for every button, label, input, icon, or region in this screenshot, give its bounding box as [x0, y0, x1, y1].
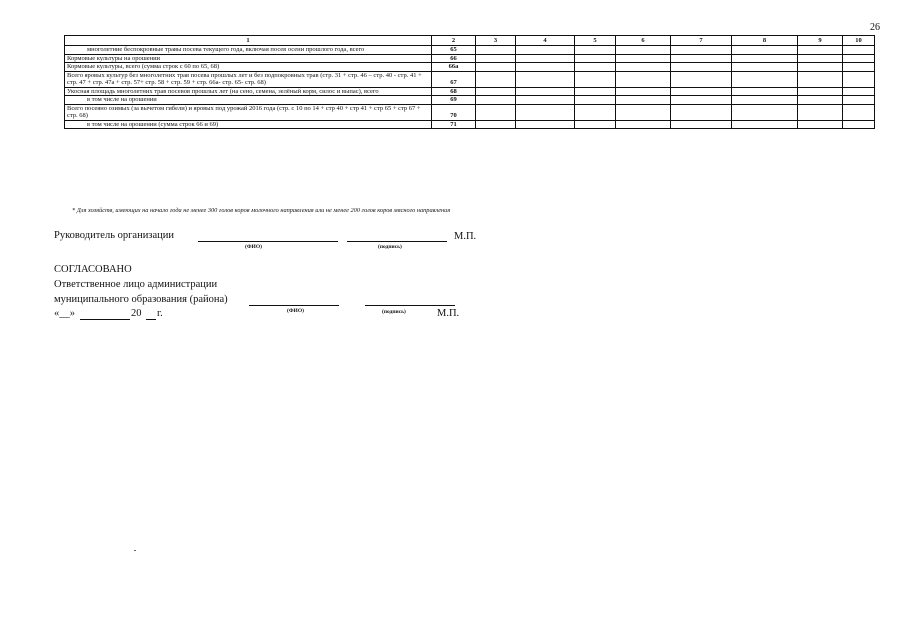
row-description: в том числе на орошении (сумма строк 66 и 69) — [65, 120, 432, 129]
value-cell-col-3[interactable] — [476, 96, 516, 105]
table-row — [65, 54, 875, 63]
value-cell-col-4[interactable] — [516, 54, 575, 63]
row-code: 66 — [432, 54, 476, 63]
column-header-5: 5 — [575, 36, 616, 46]
row-code: 66а — [432, 63, 476, 72]
value-cell-col-10[interactable] — [843, 96, 875, 105]
value-cell-col-10[interactable] — [843, 120, 875, 129]
column-header-7: 7 — [671, 36, 732, 46]
value-cell-col-3[interactable] — [476, 120, 516, 129]
approval-line1: Ответственное лицо администрации — [54, 279, 218, 290]
column-header-6: 6 — [616, 36, 671, 46]
value-cell-col-6[interactable] — [616, 120, 671, 129]
date-open: «__» — [54, 308, 75, 319]
signature-line[interactable] — [347, 241, 447, 242]
value-cell-col-8[interactable] — [732, 104, 798, 120]
column-header-9: 9 — [798, 36, 843, 46]
column-header-8: 8 — [732, 36, 798, 46]
fio-line[interactable] — [198, 241, 338, 242]
row-code: 70 — [432, 104, 476, 120]
table-row — [65, 120, 875, 129]
approval-signature-line[interactable] — [365, 305, 455, 306]
stamp-label: М.П. — [454, 231, 477, 242]
value-cell-col-4[interactable] — [516, 63, 575, 72]
value-cell-col-4[interactable] — [516, 96, 575, 105]
value-cell-col-10[interactable] — [843, 71, 875, 87]
value-cell-col-3[interactable] — [476, 54, 516, 63]
value-cell-col-9[interactable] — [798, 120, 843, 129]
page-number: 26 — [870, 22, 880, 33]
date-year-line[interactable] — [146, 319, 156, 320]
value-cell-col-10[interactable] — [843, 87, 875, 96]
value-cell-col-7[interactable] — [671, 120, 732, 129]
column-header-10: 10 — [843, 36, 875, 46]
value-cell-col-4[interactable] — [516, 87, 575, 96]
row-code: 67 — [432, 71, 476, 87]
value-cell-col-5[interactable] — [575, 104, 616, 120]
value-cell-col-9[interactable] — [798, 96, 843, 105]
value-cell-col-8[interactable] — [732, 63, 798, 72]
value-cell-col-5[interactable] — [575, 120, 616, 129]
row-description: многолетние беспокровные травы посева текущего года, включая посев осени прошлого года, всего — [65, 46, 432, 55]
row-code: 71 — [432, 120, 476, 129]
row-description: Всего яровых культур без многолетних трав посева прошлых лет и без подпокровных трав (стр. 31 + стр. 46 – стр. 40 - стр. 41 + стр. 47 + стр. 47а + стр. 57+ стр. 58 + стр. 59 + стр. 66а- стр. 65- стр. 68) — [65, 71, 432, 87]
value-cell-col-6[interactable] — [616, 46, 671, 55]
approval-signature-caption: (подпись) — [382, 309, 406, 315]
value-cell-col-5[interactable] — [575, 87, 616, 96]
row-description: Укосная площадь многолетних трав посевов прошлых лет (на сено, семена, зелёный корм, силос и выпас), всего — [65, 87, 432, 96]
date-month-line[interactable] — [80, 319, 130, 320]
value-cell-col-8[interactable] — [732, 96, 798, 105]
row-code: 68 — [432, 87, 476, 96]
value-cell-col-5[interactable] — [575, 46, 616, 55]
row-description: Всего посеяно озимых (за вычетом гибели) и яровых под урожай 2016 года (стр. с 10 по 14 + стр 40 + стр 41 + стр 65 + стр 67 + стр. 68) — [65, 104, 432, 120]
value-cell-col-7[interactable] — [671, 87, 732, 96]
value-cell-col-6[interactable] — [616, 87, 671, 96]
value-cell-col-7[interactable] — [671, 71, 732, 87]
value-cell-col-6[interactable] — [616, 104, 671, 120]
value-cell-col-8[interactable] — [732, 54, 798, 63]
value-cell-col-4[interactable] — [516, 46, 575, 55]
value-cell-col-5[interactable] — [575, 63, 616, 72]
value-cell-col-4[interactable] — [516, 71, 575, 87]
value-cell-col-10[interactable] — [843, 54, 875, 63]
value-cell-col-3[interactable] — [476, 63, 516, 72]
value-cell-col-7[interactable] — [671, 104, 732, 120]
approval-line2: муниципального образования (района) — [54, 294, 228, 305]
column-header-4: 4 — [516, 36, 575, 46]
row-description: Кормовые культуры на орошении — [65, 54, 432, 63]
value-cell-col-9[interactable] — [798, 63, 843, 72]
value-cell-col-7[interactable] — [671, 54, 732, 63]
footnote: * Для хозяйств, имеющих на начало года не менее 300 голов коров молочного направления или не менее 200 голов коров мясного направления — [72, 207, 451, 214]
value-cell-col-3[interactable] — [476, 104, 516, 120]
approval-fio-line[interactable] — [249, 305, 339, 306]
row-code: 65 — [432, 46, 476, 55]
report-table — [64, 35, 875, 129]
date-suffix: г. — [157, 308, 163, 319]
value-cell-col-7[interactable] — [671, 46, 732, 55]
value-cell-col-5[interactable] — [575, 96, 616, 105]
value-cell-col-3[interactable] — [476, 87, 516, 96]
value-cell-col-8[interactable] — [732, 87, 798, 96]
approval-fio-caption: (ФИО) — [287, 308, 304, 314]
value-cell-col-6[interactable] — [616, 63, 671, 72]
head-label: Руководитель организации — [54, 230, 174, 241]
approval-stamp-label: М.П. — [437, 308, 460, 319]
table-row — [65, 96, 875, 105]
table-row — [65, 46, 875, 55]
value-cell-col-6[interactable] — [616, 54, 671, 63]
signature-caption: (подпись) — [378, 244, 402, 250]
table-row — [65, 104, 875, 120]
column-header-1: 1 — [65, 36, 432, 46]
value-cell-col-9[interactable] — [798, 87, 843, 96]
table-row — [65, 63, 875, 72]
scan-speck — [134, 550, 136, 551]
value-cell-col-3[interactable] — [476, 46, 516, 55]
value-cell-col-6[interactable] — [616, 96, 671, 105]
value-cell-col-6[interactable] — [616, 71, 671, 87]
row-description: в том числе на орошении — [65, 96, 432, 105]
value-cell-col-5[interactable] — [575, 54, 616, 63]
approval-title: СОГЛАСОВАНО — [54, 264, 132, 275]
value-cell-col-9[interactable] — [798, 46, 843, 55]
value-cell-col-7[interactable] — [671, 63, 732, 72]
value-cell-col-4[interactable] — [516, 120, 575, 129]
table-header-row — [65, 36, 875, 46]
value-cell-col-10[interactable] — [843, 63, 875, 72]
fio-caption: (ФИО) — [245, 244, 262, 250]
value-cell-col-4[interactable] — [516, 104, 575, 120]
value-cell-col-7[interactable] — [671, 96, 732, 105]
date-year: 20 — [131, 308, 142, 319]
column-header-2: 2 — [432, 36, 476, 46]
table-row — [65, 87, 875, 96]
value-cell-col-8[interactable] — [732, 120, 798, 129]
value-cell-col-9[interactable] — [798, 54, 843, 63]
table-row — [65, 71, 875, 87]
row-code: 69 — [432, 96, 476, 105]
row-description: Кормовые культуры, всего (сумма строк с 60 по 65, 68) — [65, 63, 432, 72]
value-cell-col-5[interactable] — [575, 71, 616, 87]
value-cell-col-9[interactable] — [798, 71, 843, 87]
value-cell-col-10[interactable] — [843, 104, 875, 120]
value-cell-col-8[interactable] — [732, 71, 798, 87]
column-header-3: 3 — [476, 36, 516, 46]
value-cell-col-10[interactable] — [843, 46, 875, 55]
value-cell-col-8[interactable] — [732, 46, 798, 55]
value-cell-col-3[interactable] — [476, 71, 516, 87]
value-cell-col-9[interactable] — [798, 104, 843, 120]
